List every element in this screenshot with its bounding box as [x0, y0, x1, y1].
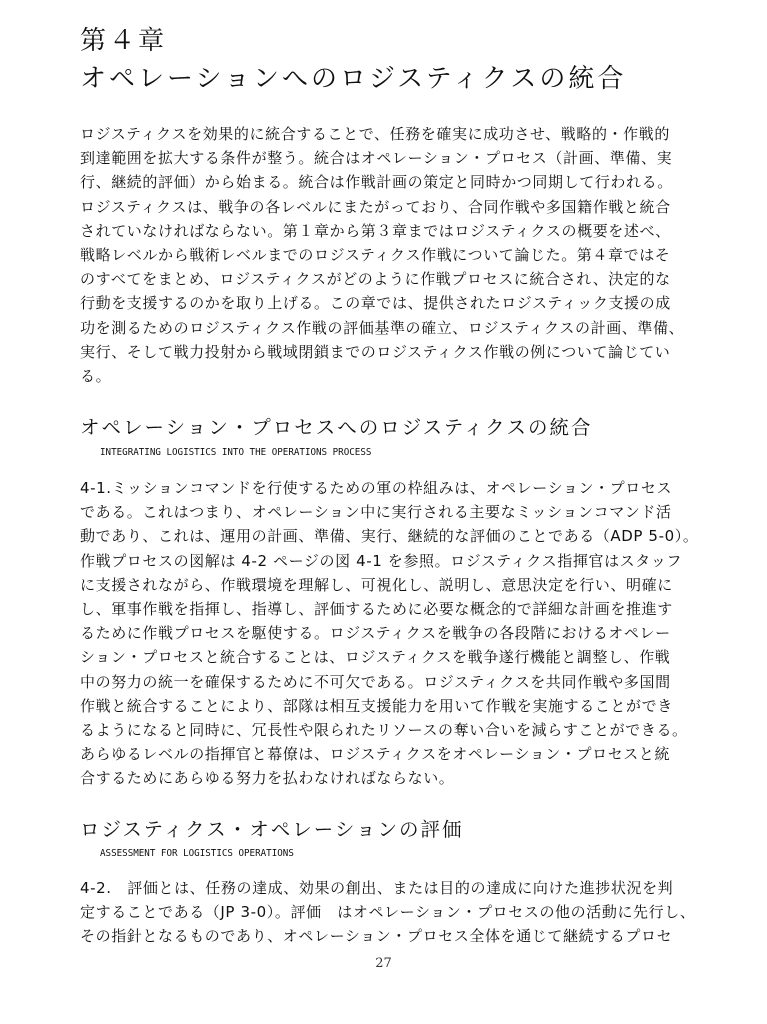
- text-line: 動であり、これは、運用の計画、準備、実行、継続的な評価のことである（ADP 5-0）。: [80, 527, 699, 546]
- section-paragraph: [80, 876, 696, 949]
- chapter-title: オペレーションへのロジスティクスの統合: [80, 64, 627, 94]
- text-line: 中の努力の統一を確保するために不可欠である。ロジスティクスを共同作戦や多国間: [80, 672, 671, 691]
- text-line: 行動を支援するのかを取り上げる。この章では、提供されたロジスティック支援の成: [80, 294, 671, 313]
- text-line: 定することである（JP 3-0）。評価 はオペレーション・プロセスの他の活動に先行し、: [80, 903, 696, 922]
- text-line: のすべてをまとめ、ロジスティクスがどのように作戦プロセスに統合され、決定的な: [80, 270, 671, 289]
- section-title: ロジスティクス・オペレーションの評価: [80, 818, 464, 841]
- section-title: オペレーション・プロセスへのロジスティクスの統合: [80, 416, 593, 439]
- text-line: に支援されながら、作戦環境を理解し、可視化し、説明し、意思決定を行い、明確に: [80, 575, 673, 594]
- text-line: 功を測るためのロジスティクス作戦の評価基準の確立、ロジスティクスの計画、準備、: [80, 318, 685, 337]
- text-line: 実行、そして戦力投射から戦域閉鎖までのロジスティクス作戦の例について論じてい: [80, 342, 671, 361]
- text-line: るために作戦プロセスを駆使する。ロジスティクスを戦争の各段階におけるオペレー: [80, 624, 671, 643]
- text-line: 戦略レベルから戦術レベルまでのロジスティクス作戦について論じた。第４章ではそ: [80, 245, 671, 264]
- section-paragraph: [80, 476, 699, 790]
- page-number: 27: [375, 956, 392, 971]
- text-line: るようになると同時に、冗長性や限られたリソースの奪い合いを減らすことができる。: [80, 720, 688, 739]
- text-line: ロジスティクスは、戦争の各レベルにまたがっており、合同作戦や多国籍作戦と統合: [80, 197, 671, 216]
- text-line: 作戦と統合することにより、部隊は相互支援能力を用いて作戦を実施することができ: [80, 696, 673, 715]
- intro-paragraph: [80, 122, 690, 388]
- text-line: し、軍事作戦を指揮し、指導し、評価するために必要な概念的で詳細な計画を推進す: [80, 599, 673, 618]
- text-line: 行、継続的評価）から始まる。統合は作戦計画の策定と同時かつ同期して行われる。: [80, 173, 673, 192]
- text-line: されていなければならない。第１章から第３章まではロジスティクスの概要を述べ、: [80, 221, 671, 240]
- text-line: 4-1.ミッションコマンドを行使するための軍の枠組みは、オペレーション・プロセス: [80, 479, 673, 497]
- text-line: る。: [80, 366, 112, 385]
- text-line: その指針となるものであり、オペレーション・プロセス全体を通じて継続するプロセ: [80, 927, 673, 946]
- section-subtitle: ASSESSMENT FOR LOGISTICS OPERATIONS: [100, 848, 294, 859]
- text-line: ション・プロセスと統合することは、ロジスティクスを戦争遂行機能と調整し、作戦: [80, 648, 671, 667]
- text-line: 4-2. 評価とは、任務の達成、効果の創出、または目的の達成に向けた進捗状況を判: [80, 879, 674, 897]
- text-line: ロジスティクスを効果的に統合することで、任務を確実に成功させ、戦略的・作戦的: [80, 125, 670, 143]
- text-line: 合するためにあらゆる努力を払わなければならない。: [80, 769, 455, 788]
- section-subtitle: INTEGRATING LOGISTICS INTO THE OPERATIONS PROCESS: [100, 447, 372, 458]
- text-line: あらゆるレベルの指揮官と幕僚は、ロジスティクスをオペレーション・プロセスと統: [80, 745, 671, 764]
- text-line: 到達範囲を拡大する条件が整う。統合はオペレーション・プロセス（計画、準備、実: [80, 149, 673, 168]
- chapter-number: 第４章: [80, 26, 168, 56]
- text-line: 作戦プロセスの図解は 4-2 ページの図 4-1 を参照。ロジスティクス指揮官はスタッフ: [80, 551, 683, 570]
- text-line: である。これはつまり、オペレーション中に実行される主要なミッションコマンド活: [80, 503, 672, 522]
